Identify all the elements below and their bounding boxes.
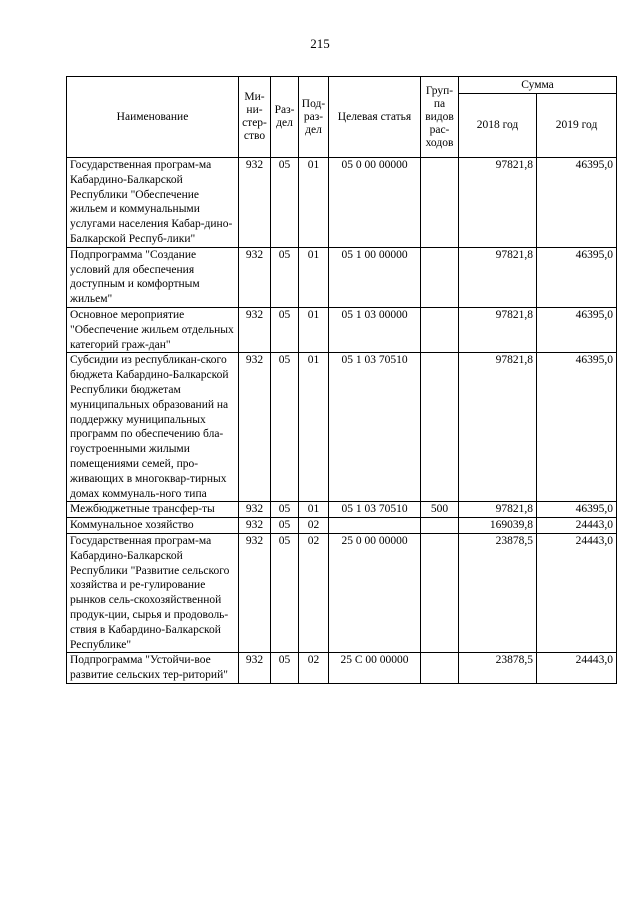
row-group xyxy=(421,653,459,684)
row-sum-2018: 169039,8 xyxy=(459,518,537,534)
row-subsection: 02 xyxy=(299,653,329,684)
row-section: 05 xyxy=(271,158,299,248)
row-subsection: 01 xyxy=(299,502,329,518)
table-row xyxy=(67,158,617,248)
header-year-2019: 2019 год xyxy=(537,94,617,158)
header-sum: Сумма xyxy=(459,77,617,94)
row-subsection: 01 xyxy=(299,247,329,307)
row-name: Подпрограмма "Устойчи-вое развитие сельских тер-риторий" xyxy=(67,653,239,684)
row-target: 25 0 00 00000 xyxy=(329,533,421,652)
row-subsection: 01 xyxy=(299,158,329,248)
table-row xyxy=(67,518,617,534)
row-sum-2018: 97821,8 xyxy=(459,353,537,502)
row-sum-2018: 23878,5 xyxy=(459,533,537,652)
header-name: Наименование xyxy=(67,77,239,158)
header-section: Раз-дел xyxy=(271,77,299,158)
budget-table xyxy=(66,76,617,684)
row-target xyxy=(329,518,421,534)
row-subsection: 02 xyxy=(299,518,329,534)
row-group xyxy=(421,353,459,502)
row-section: 05 xyxy=(271,502,299,518)
page-number: 215 xyxy=(310,36,330,51)
row-subsection: 02 xyxy=(299,533,329,652)
row-ministry: 932 xyxy=(239,502,271,518)
row-subsection: 01 xyxy=(299,353,329,502)
row-ministry: 932 xyxy=(239,307,271,352)
row-group xyxy=(421,518,459,534)
row-section: 05 xyxy=(271,353,299,502)
row-sum-2019: 24443,0 xyxy=(537,653,617,684)
row-ministry: 932 xyxy=(239,247,271,307)
row-ministry: 932 xyxy=(239,158,271,248)
row-name: Государственная програм-ма Кабардино-Балкарской Республики "Развитие сельского хозяйства и ре-гулирование рынков сель-скохозяйственной продук-ции, сырья и продоволь-ствия в Кабардино-Балкарской Республике" xyxy=(67,533,239,652)
row-section: 05 xyxy=(271,533,299,652)
header-target: Целевая статья xyxy=(329,77,421,158)
row-group xyxy=(421,247,459,307)
row-sum-2019: 46395,0 xyxy=(537,353,617,502)
row-name: Основное мероприятие "Обеспечение жильем отдельных категорий граж-дан" xyxy=(67,307,239,352)
header-year-2018: 2018 год xyxy=(459,94,537,158)
row-target: 05 1 03 70510 xyxy=(329,353,421,502)
row-sum-2019: 46395,0 xyxy=(537,158,617,248)
row-ministry: 932 xyxy=(239,518,271,534)
row-section: 05 xyxy=(271,653,299,684)
row-sum-2019: 24443,0 xyxy=(537,533,617,652)
row-subsection: 01 xyxy=(299,307,329,352)
table-body xyxy=(67,158,617,684)
header-group: Груп-па видов рас-ходов xyxy=(421,77,459,158)
row-section: 05 xyxy=(271,518,299,534)
row-sum-2018: 23878,5 xyxy=(459,653,537,684)
row-group xyxy=(421,158,459,248)
row-target: 05 0 00 00000 xyxy=(329,158,421,248)
row-sum-2019: 24443,0 xyxy=(537,518,617,534)
row-name: Государственная програм-ма Кабардино-Балкарской Республики "Обеспечение жильем и коммунальными услугами населения Кабар-дино-Балкарской Респуб-лики" xyxy=(67,158,239,248)
row-section: 05 xyxy=(271,247,299,307)
row-sum-2019: 46395,0 xyxy=(537,307,617,352)
table-row xyxy=(67,533,617,652)
header-ministry: Ми-ни-стер-ство xyxy=(239,77,271,158)
row-target: 25 С 00 00000 xyxy=(329,653,421,684)
row-ministry: 932 xyxy=(239,353,271,502)
row-name: Подпрограмма "Создание условий для обеспечения доступным и комфортным жильем" xyxy=(67,247,239,307)
table-row xyxy=(67,247,617,307)
table-row xyxy=(67,353,617,502)
row-name: Коммунальное хозяйство xyxy=(67,518,239,534)
row-sum-2018: 97821,8 xyxy=(459,307,537,352)
table-row xyxy=(67,502,617,518)
table-row xyxy=(67,307,617,352)
row-target: 05 1 00 00000 xyxy=(329,247,421,307)
row-target: 05 1 03 70510 xyxy=(329,502,421,518)
row-group xyxy=(421,533,459,652)
row-section: 05 xyxy=(271,307,299,352)
row-group: 500 xyxy=(421,502,459,518)
row-target: 05 1 03 00000 xyxy=(329,307,421,352)
table-row xyxy=(67,653,617,684)
row-name: Субсидии из республикан-ского бюджета Кабардино-Балкарской Республики бюджетам муниципальных образований на поддержку муниципальных программ по обеспечению бла-гоустроенными жилыми помещениями семей, про-живающих в многоквар-тирных домах коммуналь-ного типа xyxy=(67,353,239,502)
row-group xyxy=(421,307,459,352)
row-ministry: 932 xyxy=(239,653,271,684)
row-sum-2018: 97821,8 xyxy=(459,247,537,307)
header-subsection: Под-раз-дел xyxy=(299,77,329,158)
row-sum-2018: 97821,8 xyxy=(459,158,537,248)
row-sum-2019: 46395,0 xyxy=(537,502,617,518)
row-ministry: 932 xyxy=(239,533,271,652)
row-sum-2018: 97821,8 xyxy=(459,502,537,518)
row-name: Межбюджетные трансфер-ты xyxy=(67,502,239,518)
header-row xyxy=(67,77,617,94)
row-sum-2019: 46395,0 xyxy=(537,247,617,307)
